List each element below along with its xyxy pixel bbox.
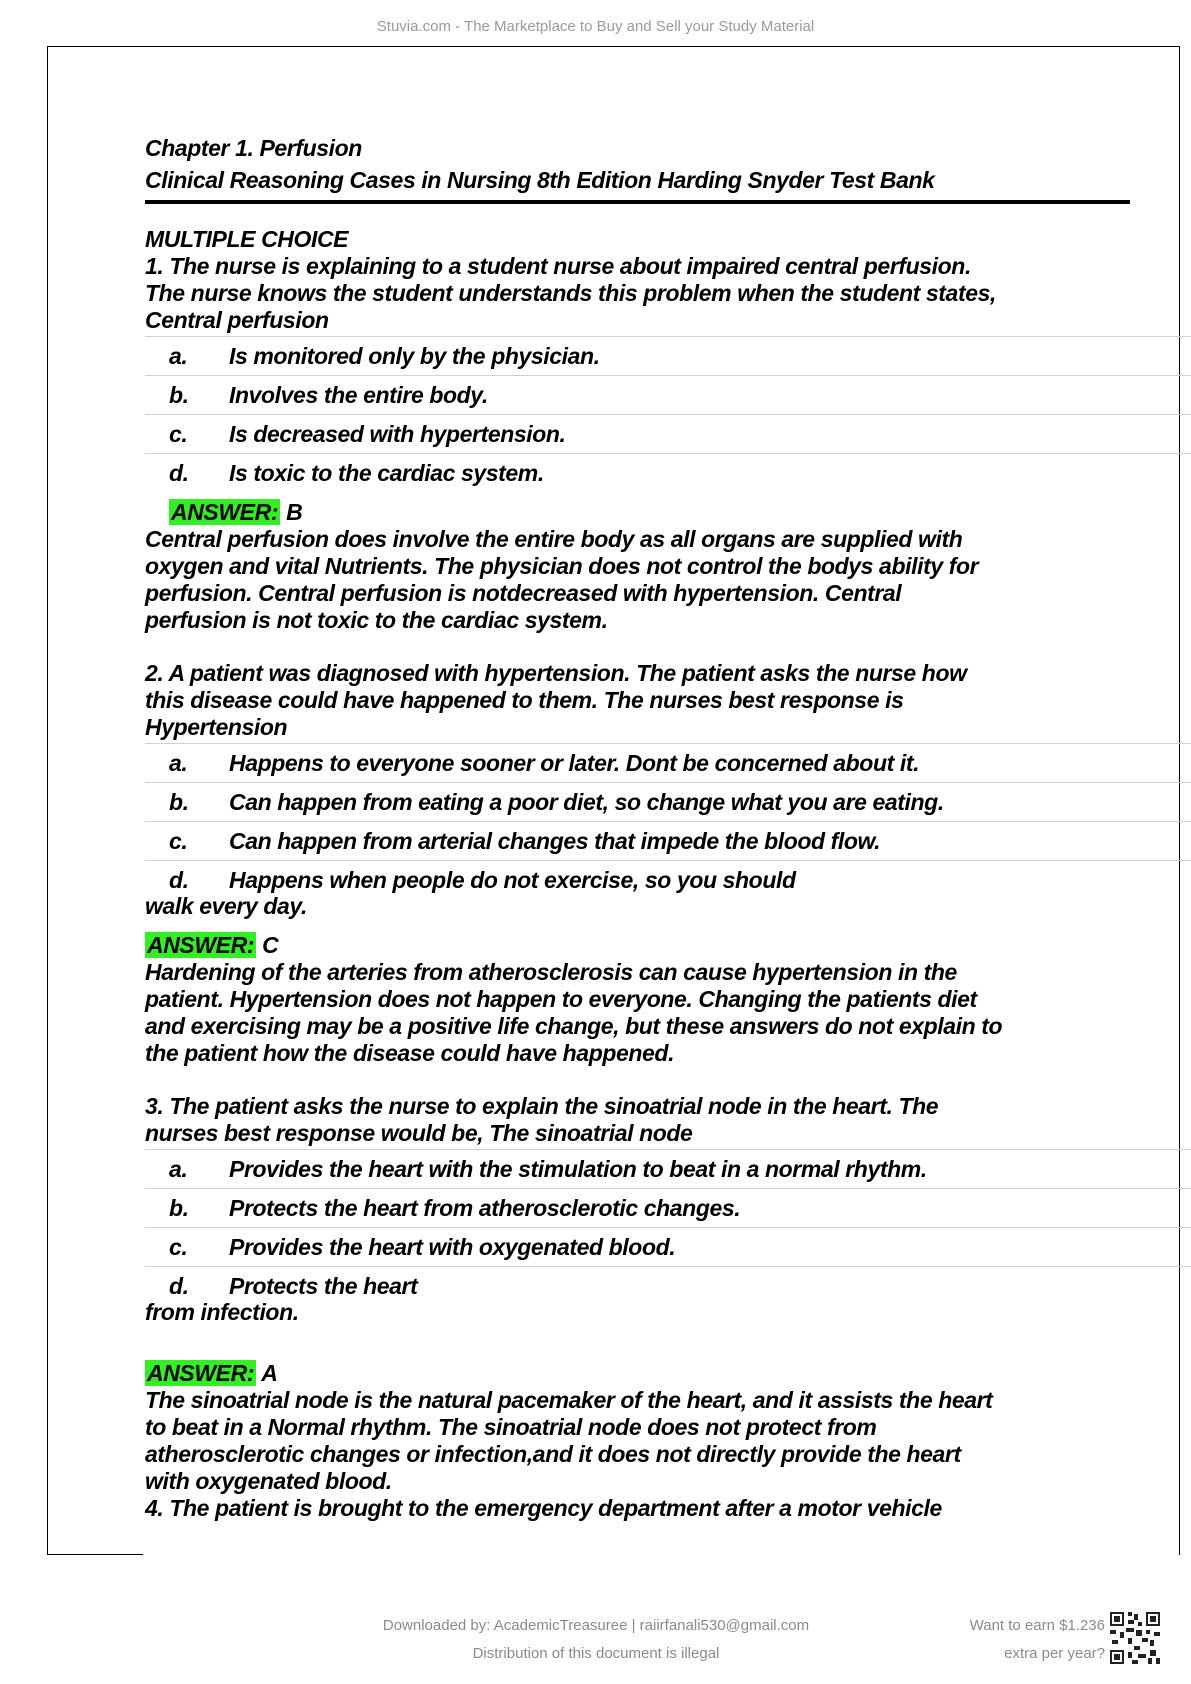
- earn-promo[interactable]: [915, 1612, 1105, 1668]
- earn-line-1: Want to earn $1.236: [969, 1617, 1105, 1634]
- option-text: Protects the heart: [229, 1272, 418, 1299]
- explanation-line: to beat in a Normal rhythm. The sinoatrial node does not protect from: [145, 1414, 877, 1440]
- stuvia-banner: Stuvia.com - The Marketplace to Buy and Sell your Study Material: [376, 18, 815, 35]
- answer-value: B: [286, 499, 303, 525]
- option-letter: a.: [169, 1155, 188, 1182]
- option-text: Happens to everyone sooner or later. Dont be concerned about it.: [229, 749, 920, 776]
- explanation-line: oxygen and vital Nutrients. The physician does not control the bodys ability for: [145, 553, 979, 579]
- stem-line: 1. The nurse is explaining to a student nurse about impaired central perfusion.: [145, 253, 971, 279]
- document-content: [145, 132, 1185, 1522]
- stem-line: The nurse knows the student understands this problem when the student states,: [145, 280, 996, 306]
- explanation-line: with oxygenated blood.: [145, 1468, 392, 1494]
- qr-code-icon[interactable]: [1110, 1612, 1160, 1664]
- explanation: [145, 526, 1185, 634]
- earn-line-2: extra per year?: [1004, 1645, 1105, 1662]
- option-letter: c.: [169, 420, 188, 447]
- question-1: [145, 253, 1185, 634]
- option-text: Provides the heart with oxygenated blood.: [229, 1233, 676, 1260]
- book-title: Clinical Reasoning Cases in Nursing 8th Edition Harding Snyder Test Bank: [145, 167, 935, 193]
- option-letter: d.: [169, 1272, 189, 1299]
- distribution-notice: Distribution of this document is illegal: [472, 1645, 720, 1662]
- chapter-title: Chapter 1. Perfusion: [145, 135, 362, 161]
- answer-value: C: [262, 932, 279, 958]
- option-text: Involves the entire body.: [229, 381, 488, 408]
- page-frame-bottom: [47, 1554, 143, 1555]
- question-stem: [145, 253, 1185, 334]
- question-stem: [145, 660, 1185, 741]
- option-c: [145, 821, 1191, 860]
- option-letter: c.: [169, 827, 188, 854]
- stem-line: this disease could have happened to them. The nurses best response is: [145, 687, 904, 713]
- option-text: Can happen from eating a poor diet, so change what you are eating.: [229, 788, 944, 815]
- explanation: [145, 1387, 1185, 1495]
- option-letter: a.: [169, 749, 188, 776]
- option-letter: b.: [169, 381, 189, 408]
- spacer: [145, 1067, 1185, 1093]
- answer-label: ANSWER:: [147, 932, 255, 958]
- options-list: [145, 743, 1191, 899]
- explanation-line: the patient how the disease could have happened.: [145, 1040, 675, 1066]
- question-2: [145, 660, 1185, 1067]
- downloaded-by: Downloaded by: AcademicTreasuree | raiirfanali530@gmail.com: [382, 1617, 810, 1634]
- option-text: Is monitored only by the physician.: [229, 342, 600, 369]
- explanation: [145, 959, 1185, 1067]
- download-footer: [366, 1612, 826, 1668]
- option-letter: c.: [169, 1233, 188, 1260]
- option-text: Provides the heart with the stimulation to beat in a normal rhythm.: [229, 1155, 927, 1182]
- option-continuation: walk every day.: [145, 893, 307, 919]
- option-letter: b.: [169, 788, 189, 815]
- option-letter: b.: [169, 1194, 189, 1221]
- section-title: MULTIPLE CHOICE: [145, 226, 349, 252]
- explanation-line: perfusion is not toxic to the cardiac system.: [145, 607, 608, 633]
- explanation-line: atherosclerotic changes or infection,and it does not directly provide the heart: [145, 1441, 961, 1467]
- option-b: [145, 375, 1191, 414]
- question-4-stem: 4. The patient is brought to the emergency department after a motor vehicle: [145, 1495, 942, 1521]
- option-text: Is decreased with hypertension.: [229, 420, 566, 447]
- stem-line: Hypertension: [145, 714, 288, 740]
- option-a: [145, 336, 1191, 375]
- option-d: [145, 453, 1191, 492]
- option-c: [145, 1227, 1191, 1266]
- option-b: [145, 1188, 1191, 1227]
- answer-line: [145, 931, 1185, 959]
- answer-line: [145, 498, 1185, 526]
- options-list: [145, 1149, 1191, 1305]
- option-letter: d.: [169, 866, 189, 893]
- stem-line: Central perfusion: [145, 307, 329, 333]
- option-a: [145, 1149, 1191, 1188]
- spacer: [145, 634, 1185, 660]
- stem-line: 2. A patient was diagnosed with hypertension. The patient asks the nurse how: [145, 660, 967, 686]
- question-3: [145, 1093, 1185, 1495]
- stem-line: nurses best response would be, The sinoatrial node: [145, 1120, 693, 1146]
- stem-line: 3. The patient asks the nurse to explain the sinoatrial node in the heart. The: [145, 1093, 939, 1119]
- option-text: Protects the heart from atherosclerotic changes.: [229, 1194, 741, 1221]
- option-c: [145, 414, 1191, 453]
- options-list: [145, 336, 1191, 492]
- option-letter: a.: [169, 342, 188, 369]
- explanation-line: patient. Hypertension does not happen to everyone. Changing the patients diet: [145, 986, 977, 1012]
- explanation-line: perfusion. Central perfusion is notdecreased with hypertension. Central: [145, 580, 902, 606]
- answer-value: A: [261, 1360, 278, 1386]
- option-a: [145, 743, 1191, 782]
- answer-label: ANSWER:: [147, 1360, 255, 1386]
- question-stem: [145, 1093, 1185, 1147]
- option-text: Is toxic to the cardiac system.: [229, 459, 544, 486]
- header-rule: [145, 200, 1130, 204]
- option-letter: d.: [169, 459, 189, 486]
- document-header: [145, 132, 1185, 196]
- explanation-line: Central perfusion does involve the entire body as all organs are supplied with: [145, 526, 963, 552]
- explanation-line: Hardening of the arteries from atherosclerosis can cause hypertension in the: [145, 959, 957, 985]
- option-b: [145, 782, 1191, 821]
- option-text: Happens when people do not exercise, so you should: [229, 866, 796, 893]
- option-text: Can happen from arterial changes that impede the blood flow.: [229, 827, 881, 854]
- answer-label: ANSWER:: [171, 499, 279, 525]
- explanation-line: The sinoatrial node is the natural pacemaker of the heart, and it assists the heart: [145, 1387, 993, 1413]
- answer-line: [145, 1359, 1185, 1387]
- explanation-line: and exercising may be a positive life change, but these answers do not explain to: [145, 1013, 1003, 1039]
- option-continuation: from infection.: [145, 1299, 299, 1325]
